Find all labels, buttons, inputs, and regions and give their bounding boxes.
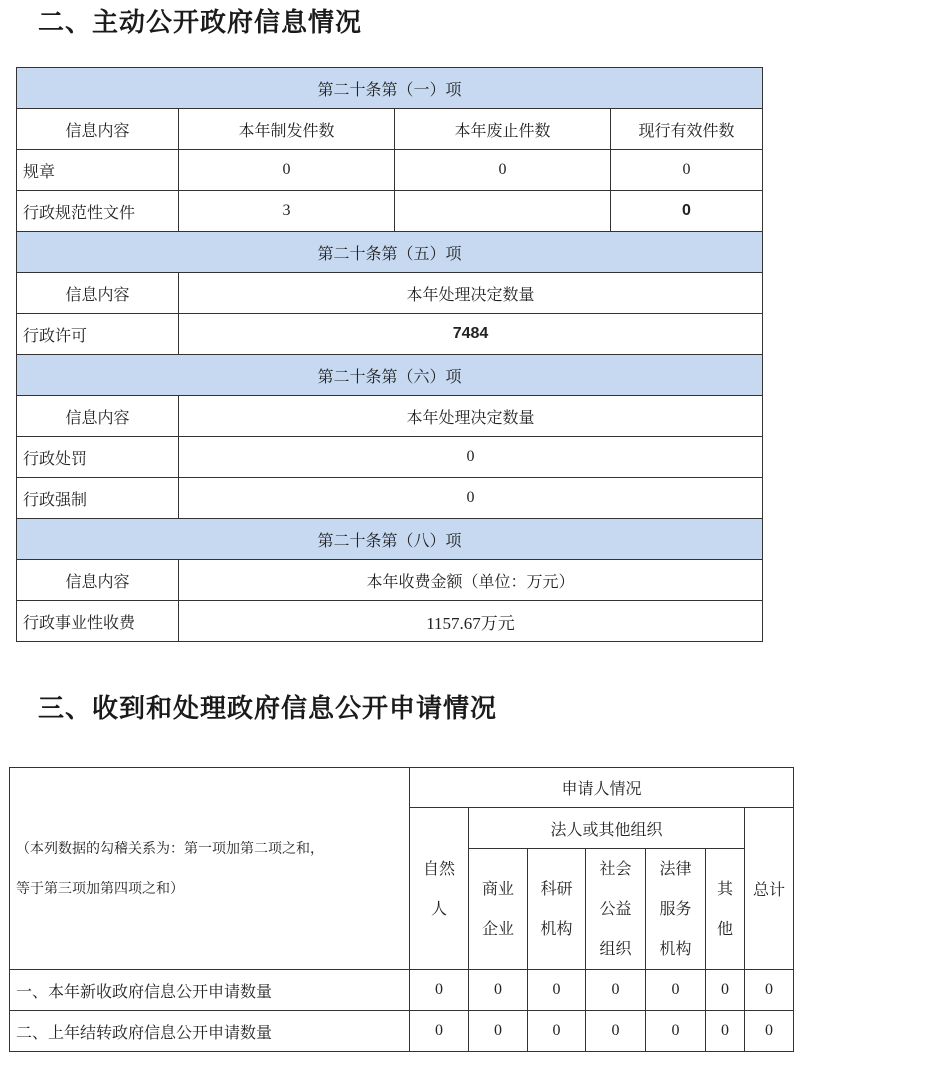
col-info-content: 信息内容	[17, 396, 179, 437]
note-line-1: （本列数据的勾稽关系为：第一项加第二项之和，	[16, 840, 324, 857]
count-cell: 0	[469, 1011, 528, 1052]
block8-header: 第二十条第（八）项	[17, 519, 763, 560]
col-valid: 现行有效件数	[611, 109, 763, 150]
note-line-2: 等于第三项加第四项之和）	[16, 880, 184, 897]
count-cell: 0	[410, 970, 469, 1011]
col-decision-count: 本年处理决定数量	[179, 273, 763, 314]
natural-person-line: 人	[430, 898, 447, 918]
legal-entity-header: 法人或其他组织	[469, 808, 745, 849]
count-cell: 0	[410, 1011, 469, 1052]
row-label: 一、本年新收政府信息公开申请数量	[10, 970, 410, 1011]
business-line: 企业	[481, 919, 514, 938]
proactive-disclosure-table	[16, 67, 763, 642]
research-header	[528, 849, 586, 970]
block1-header: 第二十条第（一）项	[17, 68, 763, 109]
penalty-value: 0	[179, 437, 763, 478]
research-line: 机构	[540, 919, 573, 938]
col-info-content: 信息内容	[17, 560, 179, 601]
table-row	[17, 191, 763, 232]
legal-service-line: 机构	[659, 939, 692, 958]
count-cell: 0	[706, 970, 745, 1011]
count-cell: 0	[706, 1011, 745, 1052]
count-cell: 0	[646, 1011, 706, 1052]
license-value: 7484	[179, 314, 763, 355]
enforcement-value: 0	[179, 478, 763, 519]
table-row	[10, 1011, 794, 1052]
issued-value: 0	[179, 150, 395, 191]
table-row	[17, 478, 763, 519]
valid-value: 0	[611, 150, 763, 191]
total-header: 总计	[745, 808, 794, 970]
legal-service-line: 法律	[659, 859, 692, 878]
social-line: 社会	[599, 859, 632, 878]
issued-value: 3	[179, 191, 395, 232]
count-cell: 0	[469, 970, 528, 1011]
repealed-value: 0	[395, 150, 611, 191]
fee-value: 1157.67万元	[179, 601, 763, 642]
table-row	[17, 437, 763, 478]
row-label: 二、上年结转政府信息公开申请数量	[10, 1011, 410, 1052]
table-row	[17, 601, 763, 642]
natural-person-header	[410, 808, 469, 970]
other-line: 其	[716, 879, 733, 898]
row-label: 行政规范性文件	[17, 191, 179, 232]
block6-header: 第二十条第（六）项	[17, 355, 763, 396]
row-label: 行政强制	[17, 478, 179, 519]
block5-header: 第二十条第（五）项	[17, 232, 763, 273]
research-line: 科研	[540, 879, 573, 898]
count-cell: 0	[586, 970, 646, 1011]
row-label: 行政事业性收费	[17, 601, 179, 642]
section-2-title: 二、主动公开政府信息情况	[38, 8, 363, 38]
count-cell: 0	[646, 970, 706, 1011]
count-cell: 0	[745, 970, 794, 1011]
applicant-header: 申请人情况	[410, 768, 794, 808]
legal-service-header	[646, 849, 706, 970]
natural-person-line: 自然	[422, 858, 455, 878]
other-line: 他	[716, 919, 733, 938]
col-info-content: 信息内容	[17, 273, 179, 314]
count-cell: 0	[745, 1011, 794, 1052]
col-issued: 本年制发件数	[179, 109, 395, 150]
repealed-value	[395, 191, 611, 232]
row-label: 行政处罚	[17, 437, 179, 478]
count-cell: 0	[528, 1011, 586, 1052]
social-welfare-header	[586, 849, 646, 970]
count-cell: 0	[586, 1011, 646, 1052]
row-label: 行政许可	[17, 314, 179, 355]
row-label: 规章	[17, 150, 179, 191]
social-line: 组织	[599, 939, 632, 958]
table-row	[10, 970, 794, 1011]
business-line: 商业	[481, 879, 514, 898]
section-3-title: 三、收到和处理政府信息公开申请情况	[38, 694, 498, 724]
col-repealed: 本年废止件数	[395, 109, 611, 150]
col-info-content: 信息内容	[17, 109, 179, 150]
valid-value: 0	[611, 191, 763, 232]
col-decision-count: 本年处理决定数量	[179, 396, 763, 437]
application-table	[9, 767, 794, 1052]
table-row	[17, 314, 763, 355]
legal-service-line: 服务	[659, 899, 692, 918]
business-header	[469, 849, 528, 970]
other-header	[706, 849, 745, 970]
count-cell: 0	[528, 970, 586, 1011]
social-line: 公益	[599, 899, 632, 918]
col-fee-amount: 本年收费金额（单位：万元）	[179, 560, 763, 601]
note-cell	[10, 768, 410, 970]
table-row	[17, 150, 763, 191]
